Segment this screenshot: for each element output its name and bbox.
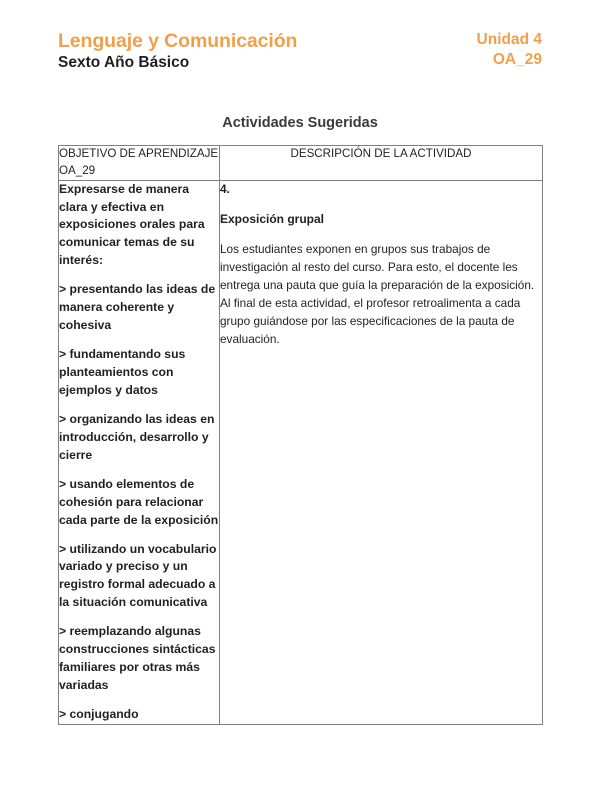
description-cell (220, 180, 543, 724)
objective-paragraph: > presentando las ideas de manera coherente y cohesiva (59, 282, 216, 333)
activity-table (58, 145, 543, 725)
objective-cell (59, 180, 220, 724)
column-header-objective: OBJETIVO DE APRENDIZAJE OA_29 (59, 146, 220, 181)
header-right-group (477, 30, 542, 70)
activity-subtitle: Exposición grupal (220, 212, 325, 227)
objective-paragraph: > conjugando (59, 707, 139, 722)
objective-paragraph: Expresarse de manera clara y efectiva en exposiciones orales para comunicar temas de su interés: (59, 181, 205, 268)
subject-title: Lenguaje y Comunicación (58, 30, 298, 52)
oa-code-label: OA_29 (492, 50, 542, 68)
table-header-row (59, 146, 543, 181)
activity-body-text: Los estudiantes exponen en grupos sus trabajos de investigación al resto del curso. Para esto, el docente les entrega una pauta que guía la preparación de la exposición. Al final de esta actividad, el profesor retroalimenta a cada grupo guiándose por las especificaciones de la pauta de evaluación. (220, 241, 535, 346)
objective-paragraph: > utilizando un vocabulario variado y preciso y un registro formal adecuado a la situación comunicativa (59, 541, 217, 610)
column-header-description: DESCRIPCIÓN DE LA ACTIVIDAD (220, 146, 543, 181)
objective-paragraph: > organizando las ideas en introducción, desarrollo y cierre (59, 411, 215, 462)
unit-label: Unidad 4 (476, 31, 542, 48)
objective-paragraph: > usando elementos de cohesión para relacionar cada parte de la exposición (59, 476, 219, 527)
header-left-group (58, 30, 297, 73)
activity-number: 4. (220, 181, 230, 196)
section-heading: Actividades Sugeridas (222, 115, 378, 131)
grade-title: Sexto Año Básico (58, 54, 190, 71)
objective-paragraph: > fundamentando sus planteamientos con ejemplos y datos (59, 347, 186, 397)
objective-paragraph: > reemplazando algunas construcciones sintácticas familiares por otras más variadas (59, 624, 216, 693)
document-header (58, 30, 542, 73)
table-row (59, 180, 543, 724)
